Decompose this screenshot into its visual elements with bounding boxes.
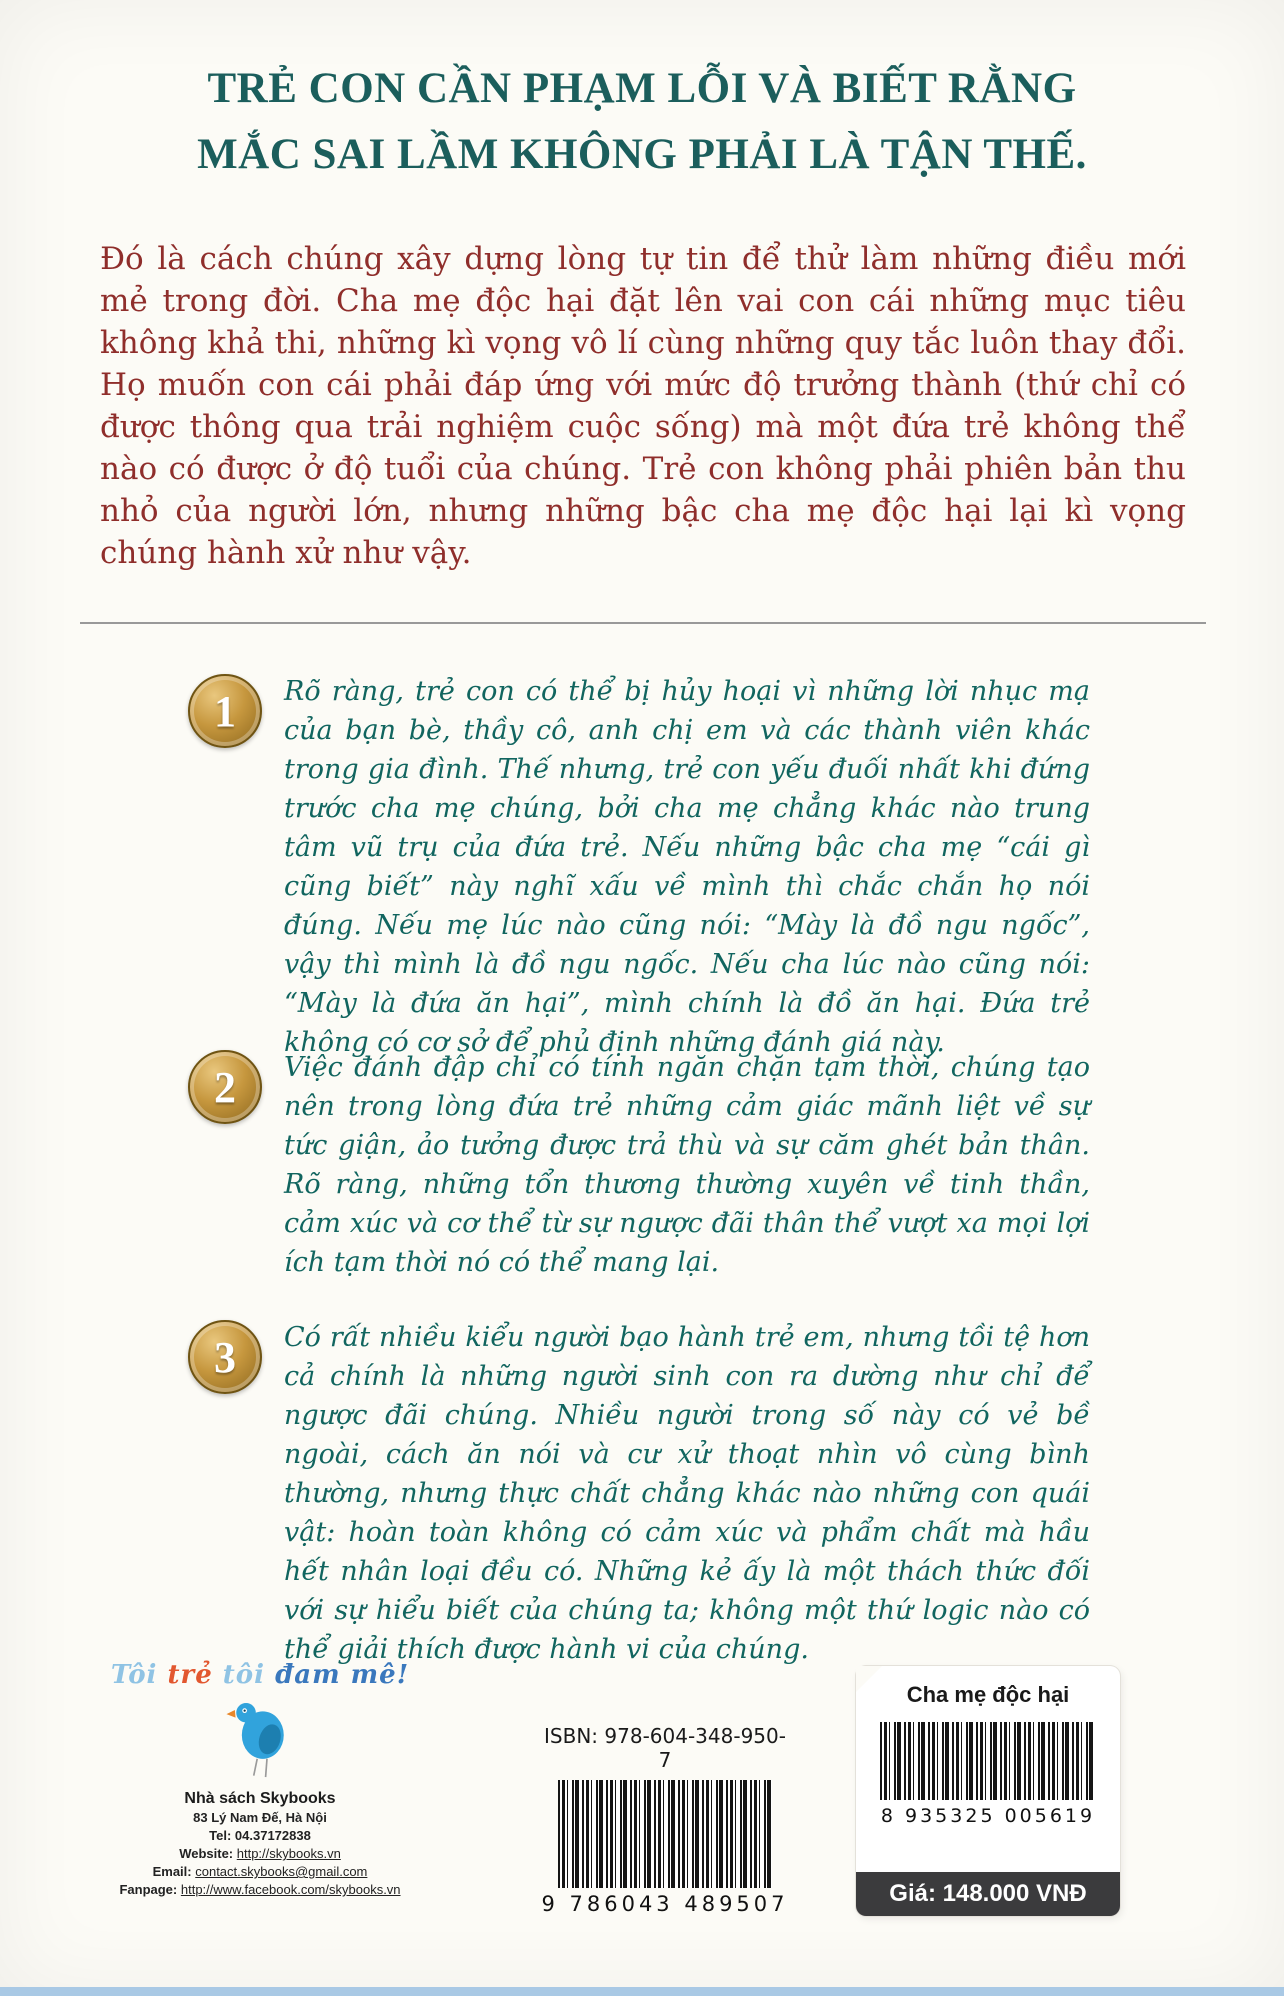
skybooks-bird-logo-icon bbox=[225, 1696, 295, 1784]
title-line-1: TRẺ CON CẦN PHẠM LỖI VÀ BIẾT RẰNG bbox=[207, 65, 1077, 112]
title-line-2: MẮC SAI LẦM KHÔNG PHẢI LÀ TẬN THẾ. bbox=[197, 131, 1087, 178]
isbn-block bbox=[540, 1724, 790, 1916]
intro-paragraph: Đó là cách chúng xây dựng lòng tự tin để thử làm những điều mới mẻ trong đời. Cha mẹ độc hại đặt lên vai con cái những mục tiêu không khả thi, những kì vọng vô lí cùng những quy tắc luôn thay đổi. Họ muốn con cái phải đáp ứng với mức độ trưởng thành (thứ chỉ có được thông qua trải nghiệm cuộc sống) mà một đứa trẻ không thể nào có được ở độ tuổi của chúng. Trẻ con không phải phiên bản thu nhỏ của người lớn, nhưng những bậc cha mẹ độc hại lại kì vọng chúng hành xử như vậy. bbox=[100, 241, 1186, 571]
website-label: Website: bbox=[179, 1846, 234, 1861]
fanpage-label: Fanpage: bbox=[119, 1882, 178, 1897]
numbered-item-1 bbox=[188, 672, 1090, 1062]
slogan-segment: Tôi bbox=[110, 1660, 168, 1690]
item-1-number-badge bbox=[188, 674, 262, 748]
item-3-number-badge bbox=[188, 1320, 262, 1394]
price-label: Giá: 148.000 VNĐ bbox=[856, 1872, 1120, 1916]
numbered-item-3 bbox=[188, 1318, 1090, 1669]
isbn-barcode bbox=[558, 1780, 772, 1888]
fanpage-url: http://www.facebook.com/skybooks.vn bbox=[180, 1882, 401, 1897]
item-1-number: 1 bbox=[214, 686, 236, 736]
item-2-number: 2 bbox=[214, 1062, 236, 1112]
item-3-text: Có rất nhiều kiểu người bạo hành trẻ em, nhưng tồi tệ hơn cả chính là những người sinh con ra dường như chỉ để ngược đãi chúng. Nhiều người trong số này có vẻ bề ngoài, cách ăn nói và cư xử thoạt nhìn vô cùng bình thường, nhưng thực chất chẳng khác nào những con quái vật: hoàn toàn không có cảm xúc và phẩm chất mà hầu hết nhân loại đều có. Những kẻ ấy là một thách thức đối với sự hiểu biết của chúng ta; không một thứ logic nào có thể giải thích được hành vi của chúng. bbox=[284, 1322, 1090, 1665]
item-2-number-badge bbox=[188, 1050, 262, 1124]
page-title bbox=[0, 56, 1284, 188]
email-label: Email: bbox=[152, 1864, 192, 1879]
numbered-item-2 bbox=[188, 1048, 1090, 1282]
website-url: http://skybooks.vn bbox=[236, 1846, 341, 1861]
email-url: contact.skybooks@gmail.com bbox=[195, 1864, 368, 1879]
publisher-email bbox=[100, 1863, 420, 1881]
publisher-block bbox=[100, 1660, 420, 1899]
publisher-fanpage bbox=[100, 1881, 420, 1899]
publisher-website bbox=[100, 1845, 420, 1863]
slogan-segment: tôi bbox=[222, 1660, 276, 1690]
item-1-text: Rõ ràng, trẻ con có thể bị hủy hoại vì những lời nhục mạ của bạn bè, thầy cô, anh chị em và các thành viên khác trong gia đình. Thế nhưng, trẻ con yếu đuối nhất khi đứng trước cha mẹ chúng, bởi cha mẹ chẳng khác nào trung tâm vũ trụ của đứa trẻ. Nếu những bậc cha mẹ “cái gì cũng biết” này nghĩ xấu về mình thì chắc chắn họ nói đúng. Nếu mẹ lúc nào cũng nói: “Mày là đồ ngu ngốc”, vậy thì mình là đồ ngu ngốc. Nếu cha lúc nào cũng nói: “Mày là đứa ăn hại”, mình chính là đồ ăn hại. Đứa trẻ không có cơ sở để phủ định những đánh giá này. bbox=[284, 676, 1090, 1058]
publisher-tel: Tel: 04.37172838 bbox=[209, 1828, 311, 1843]
item-2-text: Việc đánh đập chỉ có tính ngăn chặn tạm thời, chúng tạo nên trong lòng đứa trẻ những cảm giác mãnh liệt về sự tức giận, ảo tưởng được trả thù và sự căm ghét bản thân. Rõ ràng, những tổn thương thường xuyên về tinh thần, cảm xúc và cơ thể từ sự ngược đãi thân thể vượt xa mọi lợi ích tạm thời nó có thể mang lại. bbox=[284, 1052, 1090, 1278]
scan-background-strip bbox=[0, 1987, 1284, 1996]
book-title-label: Cha mẹ độc hại bbox=[906, 1682, 1070, 1707]
slogan-segment: trẻ bbox=[167, 1660, 223, 1690]
publisher-name: Nhà sách Skybooks bbox=[184, 1790, 336, 1807]
isbn-digits: 9 786043 489507 bbox=[541, 1892, 789, 1916]
slogan-segment: đam mê! bbox=[275, 1660, 410, 1690]
publisher-address: 83 Lý Nam Đế, Hà Nội bbox=[193, 1810, 327, 1825]
publisher-slogan bbox=[100, 1660, 420, 1690]
item-3-number: 3 bbox=[214, 1332, 236, 1382]
price-barcode bbox=[880, 1722, 1096, 1800]
isbn-label: ISBN: 978-604-348-950-7 bbox=[544, 1724, 786, 1772]
price-tag-card bbox=[856, 1666, 1120, 1916]
price-barcode-digits: 8 935325 005619 bbox=[880, 1805, 1096, 1827]
section-divider bbox=[80, 622, 1206, 624]
